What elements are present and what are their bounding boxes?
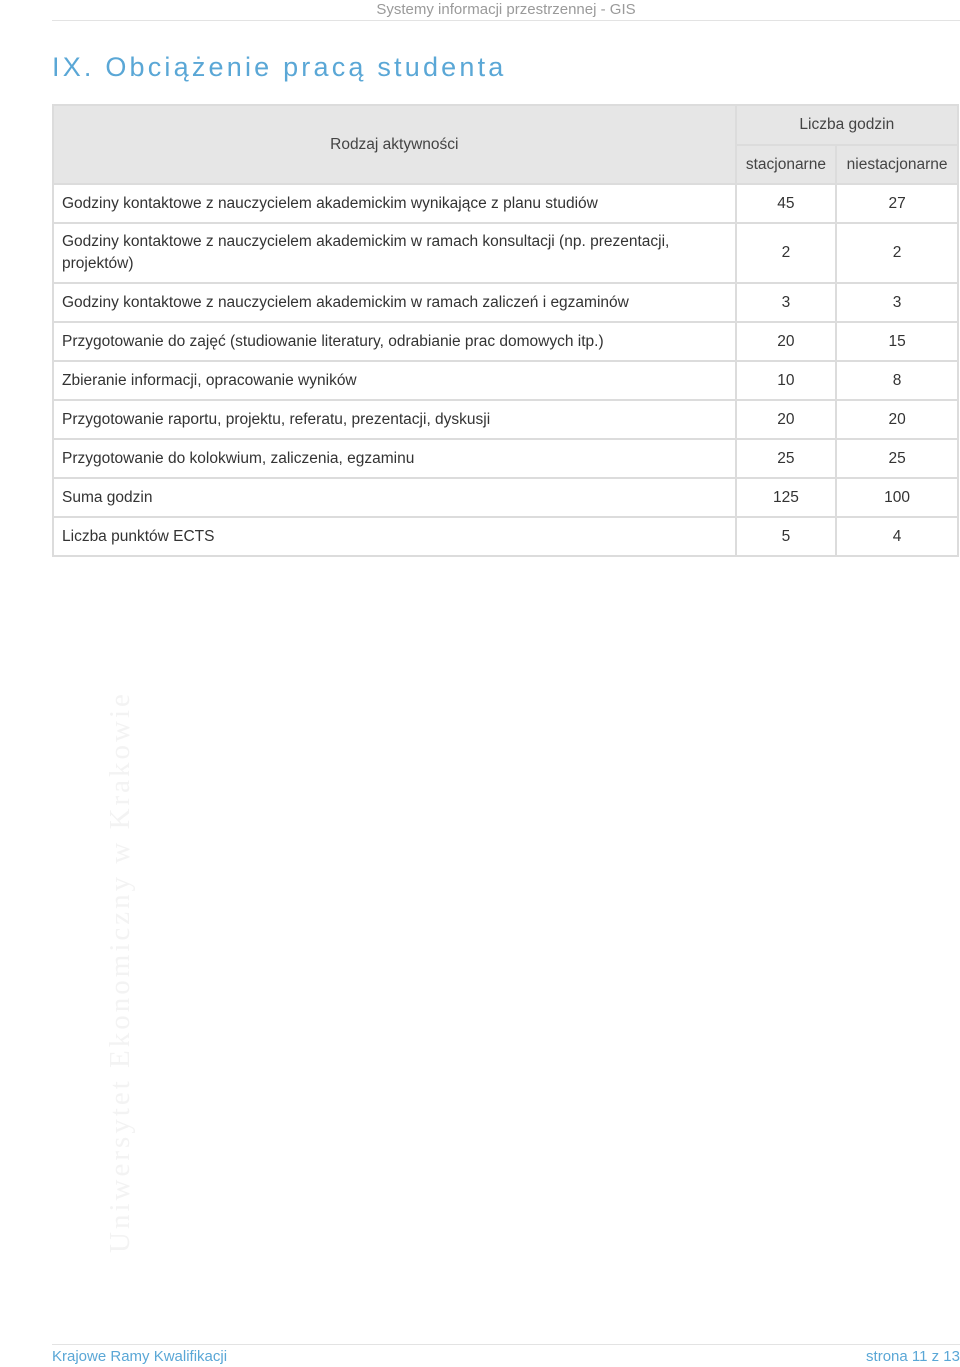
part-time-hours-cell: 4	[836, 517, 958, 556]
table-row	[53, 400, 958, 439]
table-row	[53, 322, 958, 361]
header-divider	[52, 20, 960, 21]
activity-cell: Godziny kontaktowe z nauczycielem akademickim wynikające z planu studiów	[53, 184, 736, 223]
workload-table	[52, 104, 959, 557]
part-time-hours-cell: 15	[836, 322, 958, 361]
full-time-hours-cell: 5	[736, 517, 837, 556]
activity-cell: Godziny kontaktowe z nauczycielem akademickim w ramach zaliczeń i egzaminów	[53, 283, 736, 322]
table-row	[53, 223, 958, 283]
full-time-hours-cell: 3	[736, 283, 837, 322]
full-time-hours-cell: 45	[736, 184, 837, 223]
part-time-hours-cell: 2	[836, 223, 958, 283]
full-time-hours-cell: 125	[736, 478, 837, 517]
part-time-hours-cell: 3	[836, 283, 958, 322]
full-time-hours-cell: 20	[736, 322, 837, 361]
table-row	[53, 478, 958, 517]
full-time-hours-cell: 20	[736, 400, 837, 439]
footer-left-text: Krajowe Ramy Kwalifikacji	[52, 1348, 228, 1365]
table-header-row	[53, 105, 958, 145]
part-time-hours-cell: 100	[836, 478, 958, 517]
table-row	[53, 439, 958, 478]
section-title: IX. Obciążenie pracą studenta	[52, 52, 507, 82]
table-row	[53, 184, 958, 223]
full-time-hours-cell: 2	[736, 223, 837, 283]
activity-cell: Suma godzin	[53, 478, 736, 517]
part-time-hours-cell: 8	[836, 361, 958, 400]
activity-cell: Godziny kontaktowe z nauczycielem akademickim w ramach konsultacji (np. prezentacji, projektów)	[53, 223, 736, 283]
full-time-hours-cell: 10	[736, 361, 837, 400]
activity-column-header: Rodzaj aktywności	[53, 105, 736, 184]
hours-column-header: Liczba godzin	[736, 105, 958, 145]
footer-divider	[52, 1344, 960, 1345]
full-time-hours-cell: 25	[736, 439, 837, 478]
activity-cell: Zbieranie informacji, opracowanie wyników	[53, 361, 736, 400]
part-time-hours-cell: 27	[836, 184, 958, 223]
university-watermark: Uniwersytet Ekonomiczny w Krakowie	[104, 691, 136, 1253]
part-time-hours-cell: 25	[836, 439, 958, 478]
full-time-column-header: stacjonarne	[736, 145, 837, 184]
activity-cell: Przygotowanie raportu, projektu, referatu, prezentacji, dyskusji	[53, 400, 736, 439]
part-time-hours-cell: 20	[836, 400, 958, 439]
page-number: strona 11 z 13	[866, 1348, 960, 1365]
activity-cell: Przygotowanie do kolokwium, zaliczenia, egzaminu	[53, 439, 736, 478]
table-row	[53, 517, 958, 556]
document-header-title: Systemy informacji przestrzennej - GIS	[376, 1, 636, 18]
activity-cell: Przygotowanie do zajęć (studiowanie literatury, odrabianie prac domowych itp.)	[53, 322, 736, 361]
table-row	[53, 361, 958, 400]
part-time-column-header: niestacjonarne	[836, 145, 958, 184]
activity-cell: Liczba punktów ECTS	[53, 517, 736, 556]
table-row	[53, 283, 958, 322]
